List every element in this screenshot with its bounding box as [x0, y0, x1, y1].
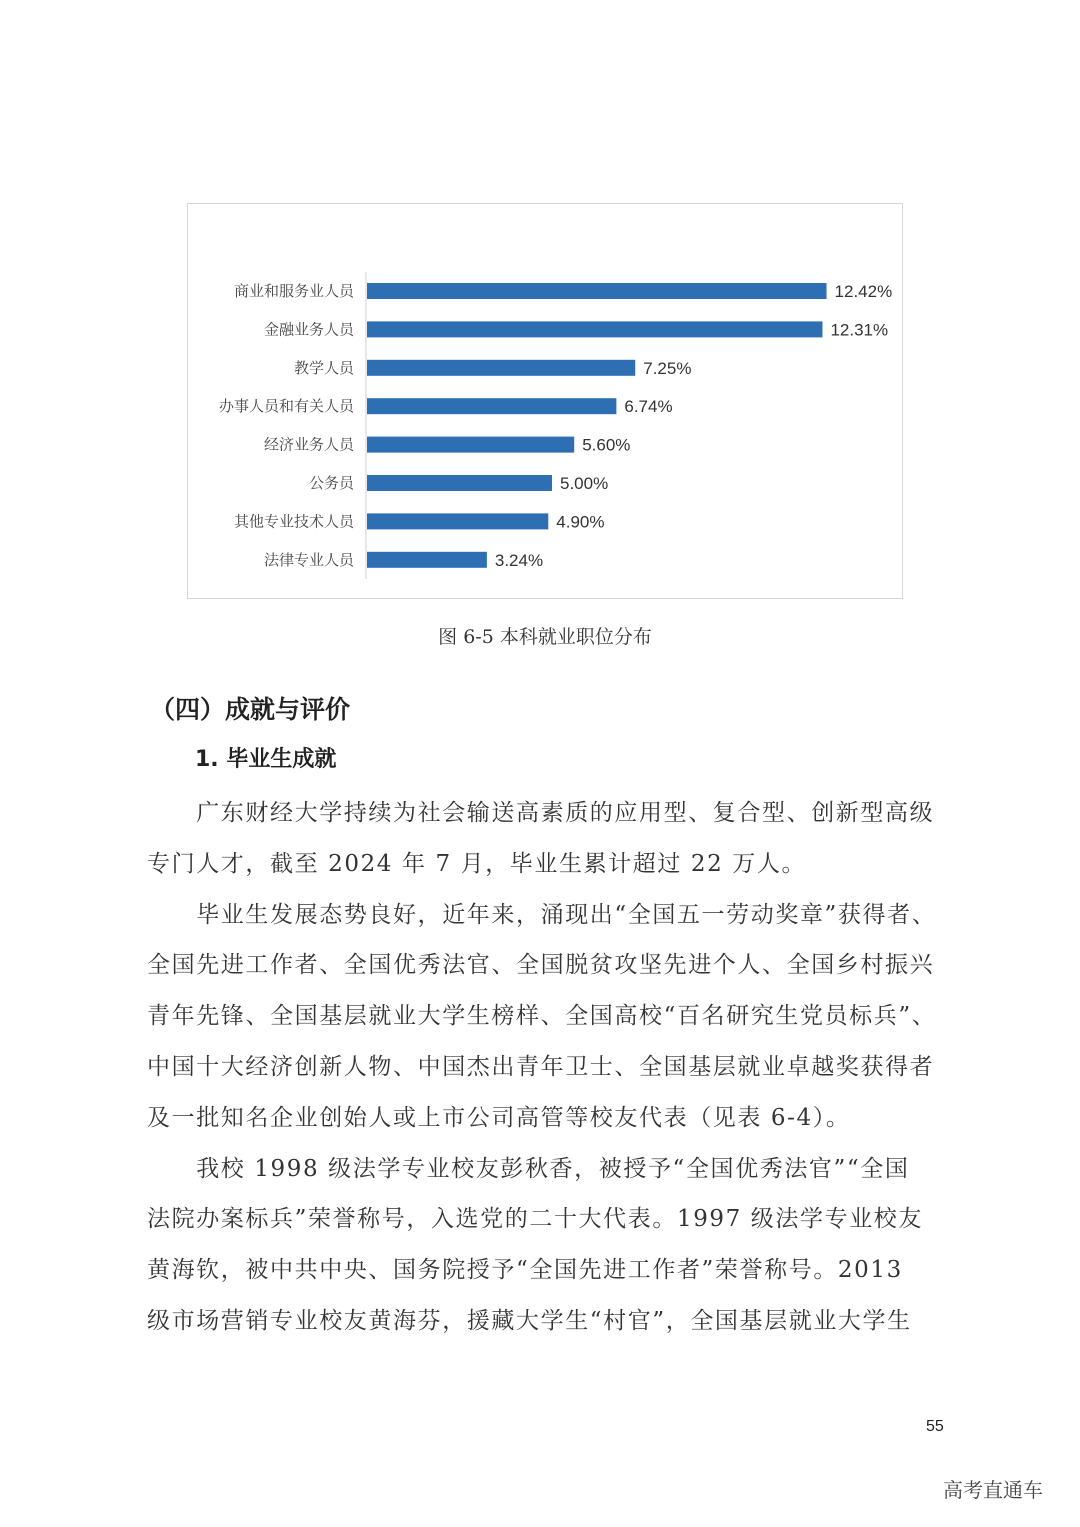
data-label: 5.60% [582, 435, 631, 455]
paragraph-line: 专门人才，截至 2024 年 7 月，毕业生累计超过 22 万人。 [147, 850, 807, 877]
bar [367, 475, 552, 491]
paragraph-line: 全国先进工作者、全国优秀法官、全国脱贫攻坚先进个人、全国乡村振兴 [147, 952, 935, 979]
page-number: 55 [926, 1418, 944, 1435]
paragraph-line: 我校 1998 级法学专业校友彭秋香，被授予“全国优秀法官”“全国 [147, 1155, 910, 1182]
data-label: 3.24% [494, 550, 544, 570]
category-label: 教学人员 [293, 358, 354, 377]
paragraph-line: 及一批知名企业创始人或上市公司高管等校友代表（见表 6-4）。 [147, 1104, 851, 1131]
figure-caption: 图 6-5 本科就业职位分布 [438, 626, 652, 648]
data-label: 7.25% [643, 358, 692, 378]
paragraph-line: 青年先锋、全国基层就业大学生榜样、全国高校“百名研究生党员标兵”、 [147, 1003, 937, 1030]
bar [367, 513, 548, 529]
paragraph-line: 黄海钦，被中共中央、国务院授予“全国先进工作者”荣誉称号。2013 [147, 1257, 903, 1284]
data-label: 6.74% [624, 397, 673, 417]
data-label: 12.42% [834, 282, 893, 301]
paragraph-line: 级市场营销专业校友黄海芬，援藏大学生“村官”，全国基层就业大学生 [147, 1308, 912, 1334]
bar [367, 552, 487, 568]
bar [367, 360, 635, 376]
watermark: 高考直通车 [943, 1478, 1043, 1502]
category-label: 法律专业人员 [263, 550, 354, 569]
category-label: 金融业务人员 [263, 320, 354, 339]
data-label: 4.90% [556, 512, 605, 532]
category-label: 商业和服务业人员 [233, 282, 354, 300]
category-label: 办事人员和有关人员 [218, 397, 354, 416]
data-label: 5.00% [560, 474, 609, 493]
category-label: 公务员 [308, 474, 354, 492]
bar-chart [187, 203, 903, 599]
bar [367, 437, 574, 453]
category-label: 经济业务人员 [263, 435, 354, 454]
section-heading: （四）成就与评价 [150, 695, 351, 724]
category-label: 其他专业技术人员 [233, 512, 354, 531]
chart-svg [188, 204, 904, 600]
bar [367, 283, 827, 299]
paragraph-line: 广东财经大学持续为社会输送高素质的应用型、复合型、创新型高级 [147, 800, 935, 826]
bar [367, 398, 616, 414]
paragraph-line: 法院办案标兵”荣誉称号，入选党的二十大代表。1997 级法学专业校友 [147, 1206, 924, 1233]
sub-heading: 1. 毕业生成就 [195, 747, 337, 772]
data-label: 12.31% [830, 320, 889, 340]
paragraph-line: 毕业生发展态势良好，近年来，涌现出“全国五一劳动奖章”获得者、 [147, 901, 937, 928]
bar [367, 321, 822, 337]
paragraph-line: 中国十大经济创新人物、中国杰出青年卫士、全国基层就业卓越奖获得者 [147, 1054, 935, 1080]
